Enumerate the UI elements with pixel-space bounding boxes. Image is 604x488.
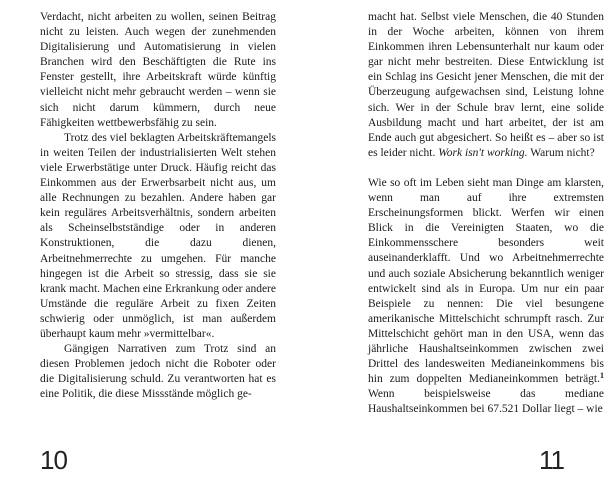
page-number: 10 [40,445,67,475]
paragraph-text: Warum nicht? [530,146,595,159]
paragraph: Gängigen Narrativen zum Trotz sind an diesen Problemen jedoch nicht die Roboter oder die Digitalisierung schuld. Zu verantworten hat es eine Politik, die diese Missstände möglich ge- [40,343,276,401]
right-page [300,0,604,488]
paragraph: Trotz des viel beklagten Arbeitskräftemangels in weiten Teilen der industrialisierten Welt stehen viele Erwerbstätige unter Druck. Häufig reicht das Einkommen aus der Erwerbsarbeit nicht aus, um alle Rechnungen zu bezahlen. Andere haben gar kein reguläres Arbeitsverhältnis, sondern arbeiten als Scheinselbstständige oder in anderen Konstruktionen, die dazu dienen, Arbeitnehmerrechte zu umgehen. Für manche hingegen ist die Arbeit so stressig, dass sie sie krank macht. Machen eine Erkrankung oder andere Umstände die reguläre Arbeit zu fixen Zeiten schwierig oder unmöglich, ist man außerdem überhaupt kaum mehr »vermittelbar«. [40,131,276,340]
left-page [0,0,300,488]
paragraph-text: Wenn beispielsweise das mediane Haushaltseinkommen bei 67.521 Dollar liegt – wie [368,388,604,416]
italic-phrase: Work isn't working. [438,146,528,159]
paragraph [368,176,604,418]
page-number: 11 [539,445,564,475]
paragraph: Verdacht, nicht arbeiten zu wollen, seinen Beitrag nicht zu leisten. Auch wegen der zunehmenden Digitalisierung und Automatisierung in vielen Branchen wird den Beschäftigten die Rute ins Fenster gestellt, ihre Arbeitskraft würde künftig vielleicht nicht mehr gebraucht werden – wenn sie sich nicht darum kümmern, durch neue Fähigkeiten wettbewerbsfähig zu sein. [40,11,276,129]
paragraph-text: Wie so oft im Leben sieht man Dinge am klarsten, wenn man auf ihre extremsten Erscheinungsformen blickt. Werfen wir einen Blick in die Vereinigten Staaten, wo die Einkommensschere besonders weit auseinanderklafft. Und wo Arbeitnehmerrechte und auch soziale Absicherung bekanntlich weniger entwickelt sind als in Europa. Um nur ein paar Beispiele zu nennen: Die viel besungene amerikanische Mittelschicht schrumpft rasch. Zur Mittelschicht gehört man in den USA, wenn das jährliche Haushaltseinkommen zwischen zwei Drittel des landesweiten Medianeinkommens bis hin zum doppelten Medianeinkommen beträgt. [368,176,604,386]
footnote-marker[interactable]: 1 [600,371,604,381]
paragraph-text: macht hat. Selbst viele Menschen, die 40 Stunden in der Woche arbeiten, können von ihrem Einkommen ihren Lebensunterhalt nur kaum oder gar nicht mehr bestreiten. Diese Entwicklung ist ein Schlag ins Gesicht jener Menschen, die mit der Überzeugung aufgewachsen sind, Leistung lohne sich. Wer in der Schule brav lernt, eine solide Ausbildung macht und hart arbeitet, der ist am Ende auch gut abgesichert. So heißt es – aber so ist es leider nicht. [368,11,604,159]
left-page-body [40,10,276,402]
paragraph [368,10,604,161]
right-page-body [368,10,604,417]
